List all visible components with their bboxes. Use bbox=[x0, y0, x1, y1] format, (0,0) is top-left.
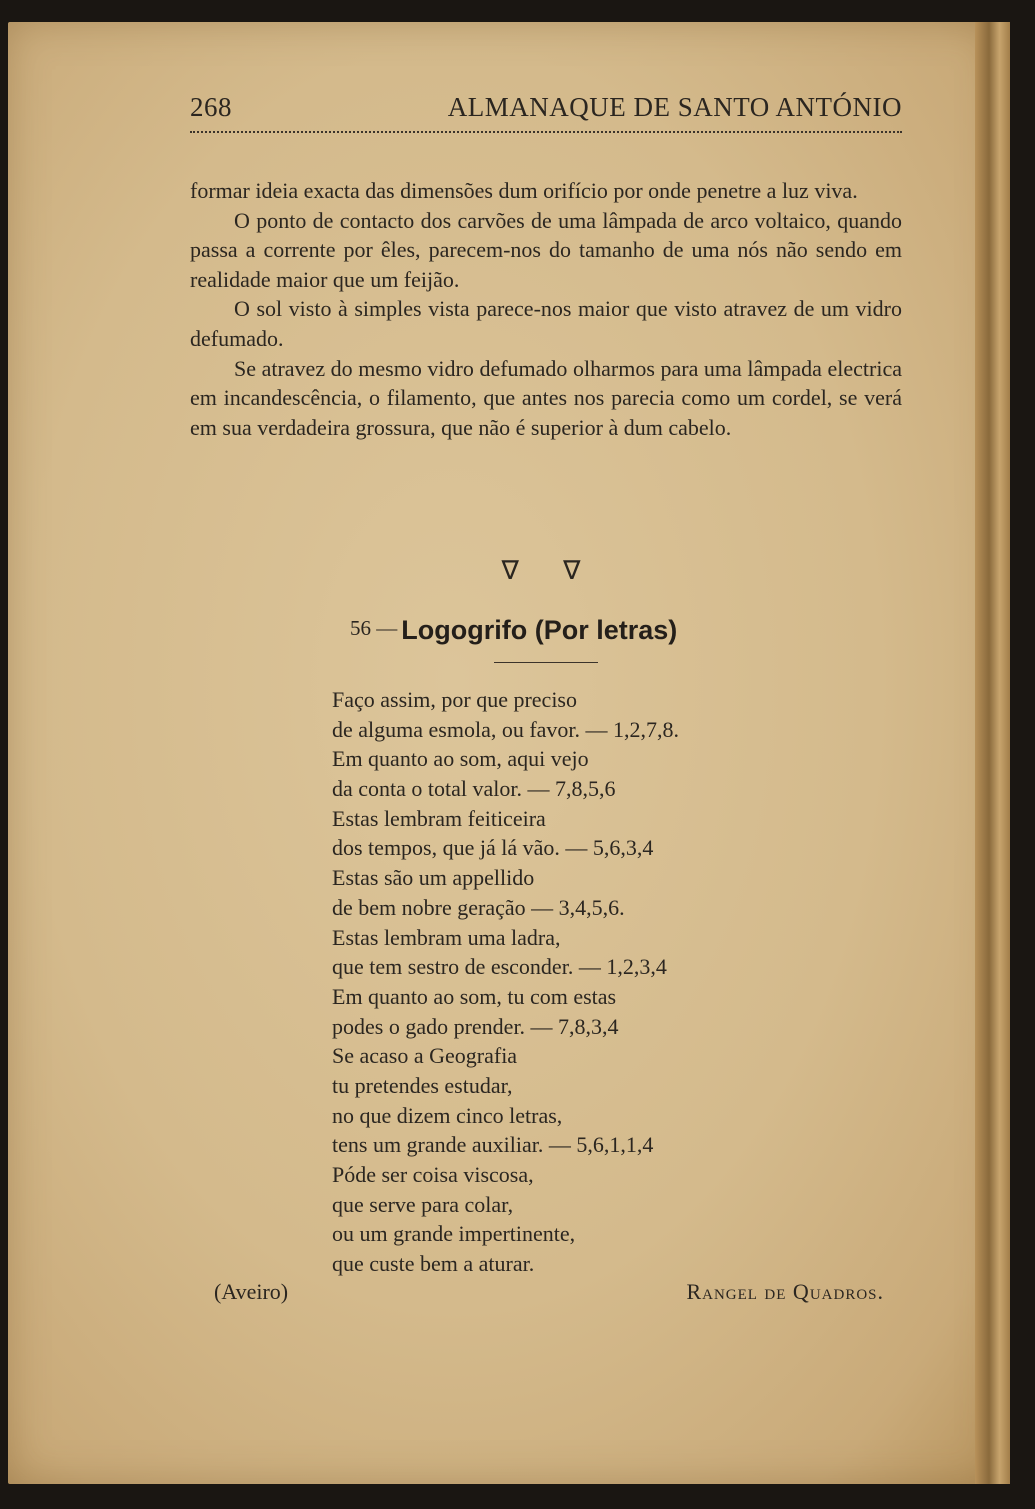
verse-line: dos tempos, que já lá vão. — 5,6,3,4 bbox=[332, 835, 654, 861]
page-edge-shadow bbox=[1010, 0, 1035, 1509]
section-ornaments: ∇ ∇ bbox=[501, 556, 599, 586]
verse-line: que custe bem a aturar. bbox=[332, 1251, 535, 1277]
section-number: 56 — bbox=[350, 616, 398, 640]
prose-paragraph: O ponto de contacto dos carvões de uma lâmpada de arco voltaico, quando passa a corrente por êles, parecem-nos do tamanho de uma nós não sendo em realidade maior que um feijão. bbox=[190, 207, 902, 292]
verse-line: Póde ser coisa viscosa, bbox=[332, 1162, 534, 1187]
verse-line: Estas lembram feiticeira bbox=[332, 805, 546, 831]
verse-line: que serve para colar, bbox=[332, 1191, 514, 1217]
signature-place: (Aveiro) bbox=[214, 1279, 289, 1304]
section-heading bbox=[350, 615, 677, 655]
running-title: ALMANAQUE DE SANTO ANTÓNIO bbox=[447, 92, 902, 122]
prose-paragraph: O sol visto à simples vista parece-nos maior que visto atravez de um vidro defumado. bbox=[190, 296, 902, 351]
poem bbox=[332, 685, 832, 1279]
signature-author: Rangel de Quadros. bbox=[686, 1279, 884, 1304]
verse-line: Estas lembram uma ladra, bbox=[332, 924, 561, 950]
verse-line: podes o gado prender. — 7,8,3,4 bbox=[332, 1013, 619, 1039]
verse-line: de alguma esmola, ou favor. — 1,2,7,8. bbox=[332, 716, 680, 742]
verse-line: no que dizem cinco letras, bbox=[332, 1102, 563, 1128]
running-head bbox=[190, 92, 902, 132]
verse-line: de bem nobre geração — 3,4,5,6. bbox=[332, 894, 625, 920]
verse-line: Faço assim, por que preciso bbox=[332, 687, 577, 712]
page-number: 268 bbox=[190, 92, 232, 122]
verse-line: Estas são um appellido bbox=[332, 865, 535, 891]
verse-line: da conta o total valor. — 7,8,5,6 bbox=[332, 776, 616, 802]
verse-line: Em quanto ao som, aqui vejo bbox=[332, 746, 589, 772]
section-title: Logogrifo (Por letras) bbox=[401, 615, 678, 645]
prose-paragraph: formar ideia exacta das dimensões dum orifício por onde penetre a luz viva. bbox=[190, 178, 858, 203]
header-dotted-rule bbox=[190, 131, 902, 133]
verse-line: tu pretendes estudar, bbox=[332, 1072, 513, 1098]
verse-line: Se acaso a Geografia bbox=[332, 1043, 518, 1069]
signature-line bbox=[214, 1279, 884, 1309]
book-spine bbox=[975, 22, 1010, 1484]
prose-body bbox=[190, 176, 902, 442]
verse-line: Em quanto ao som, tu com estas bbox=[332, 983, 617, 1009]
verse-line: que tem sestro de esconder. — 1,2,3,4 bbox=[332, 954, 667, 980]
prose-paragraph: Se atravez do mesmo vidro defumado olharmos para uma lâmpada electrica em incandescência, o filamento, que antes nos parecia como um cordel, se verá em sua verdadeira grossura, que não é superior à dum cabelo. bbox=[190, 355, 902, 440]
verse-line: ou um grande impertinente, bbox=[332, 1221, 576, 1247]
verse-line: tens um grande auxiliar. — 5,6,1,1,4 bbox=[332, 1132, 654, 1158]
heading-rule bbox=[494, 662, 598, 663]
